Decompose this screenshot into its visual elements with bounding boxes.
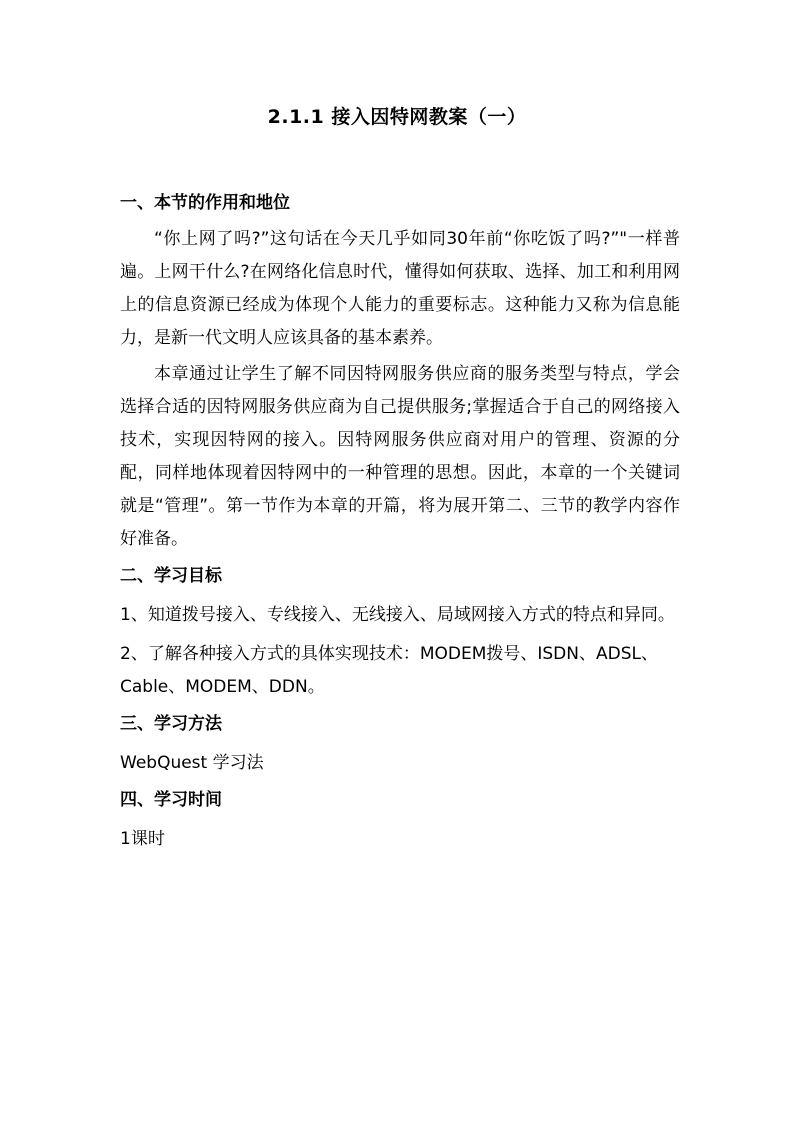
section-learning-objectives [120,559,680,704]
section-heading: 二、学习目标 [120,566,222,586]
section-learning-method [120,707,680,780]
paragraph: “你上网了吗?”这句话在今天几乎如同30年前“你吃饭了吗?”"一样普遍。上网干什么?在网络化信息时代，懂得如何获取、选择、加工和利用网上的信息资源已经成为体现个人能力的重要标志。这种能力又称为信息能力，是新一代文明人应该具备的基本素养。 [120,229,680,348]
list-item: 2、了解各种接入方式的具体实现技术：MODEM拨号、ISDN、ADSL、Cable、MODEM、DDN。 [120,644,658,697]
paragraph: 本章通过让学生了解不同因特网服务供应商的服务类型与特点，学会选择合适的因特网服务供应商为自己提供服务;掌握适合于自己的网络接入技术，实现因特网的接入。因特网服务供应商对用户的管理、资源的分配，同样地体现着因特网中的一种管理的思想。因此，本章的一个关键词就是“管理”。第一节作为本章的开篇，将为展开第二、三节的教学内容作好准备。 [120,364,680,549]
section-text: WebQuest 学习法 [120,753,264,773]
section-heading: 四、学习时间 [120,790,222,810]
list-item: 1、知道拨号接入、专线接入、无线接入、局域网接入方式的特点和异同。 [120,605,675,625]
section-text: 1课时 [120,829,165,849]
document-title: 2.1.1 接入因特网教案（一） [267,106,527,128]
section-heading: 一、本节的作用和地位 [120,193,290,213]
section-learning-time [120,783,680,856]
section-heading: 三、学习方法 [120,714,222,734]
section-role-and-position [120,186,680,556]
document-body [120,186,680,856]
